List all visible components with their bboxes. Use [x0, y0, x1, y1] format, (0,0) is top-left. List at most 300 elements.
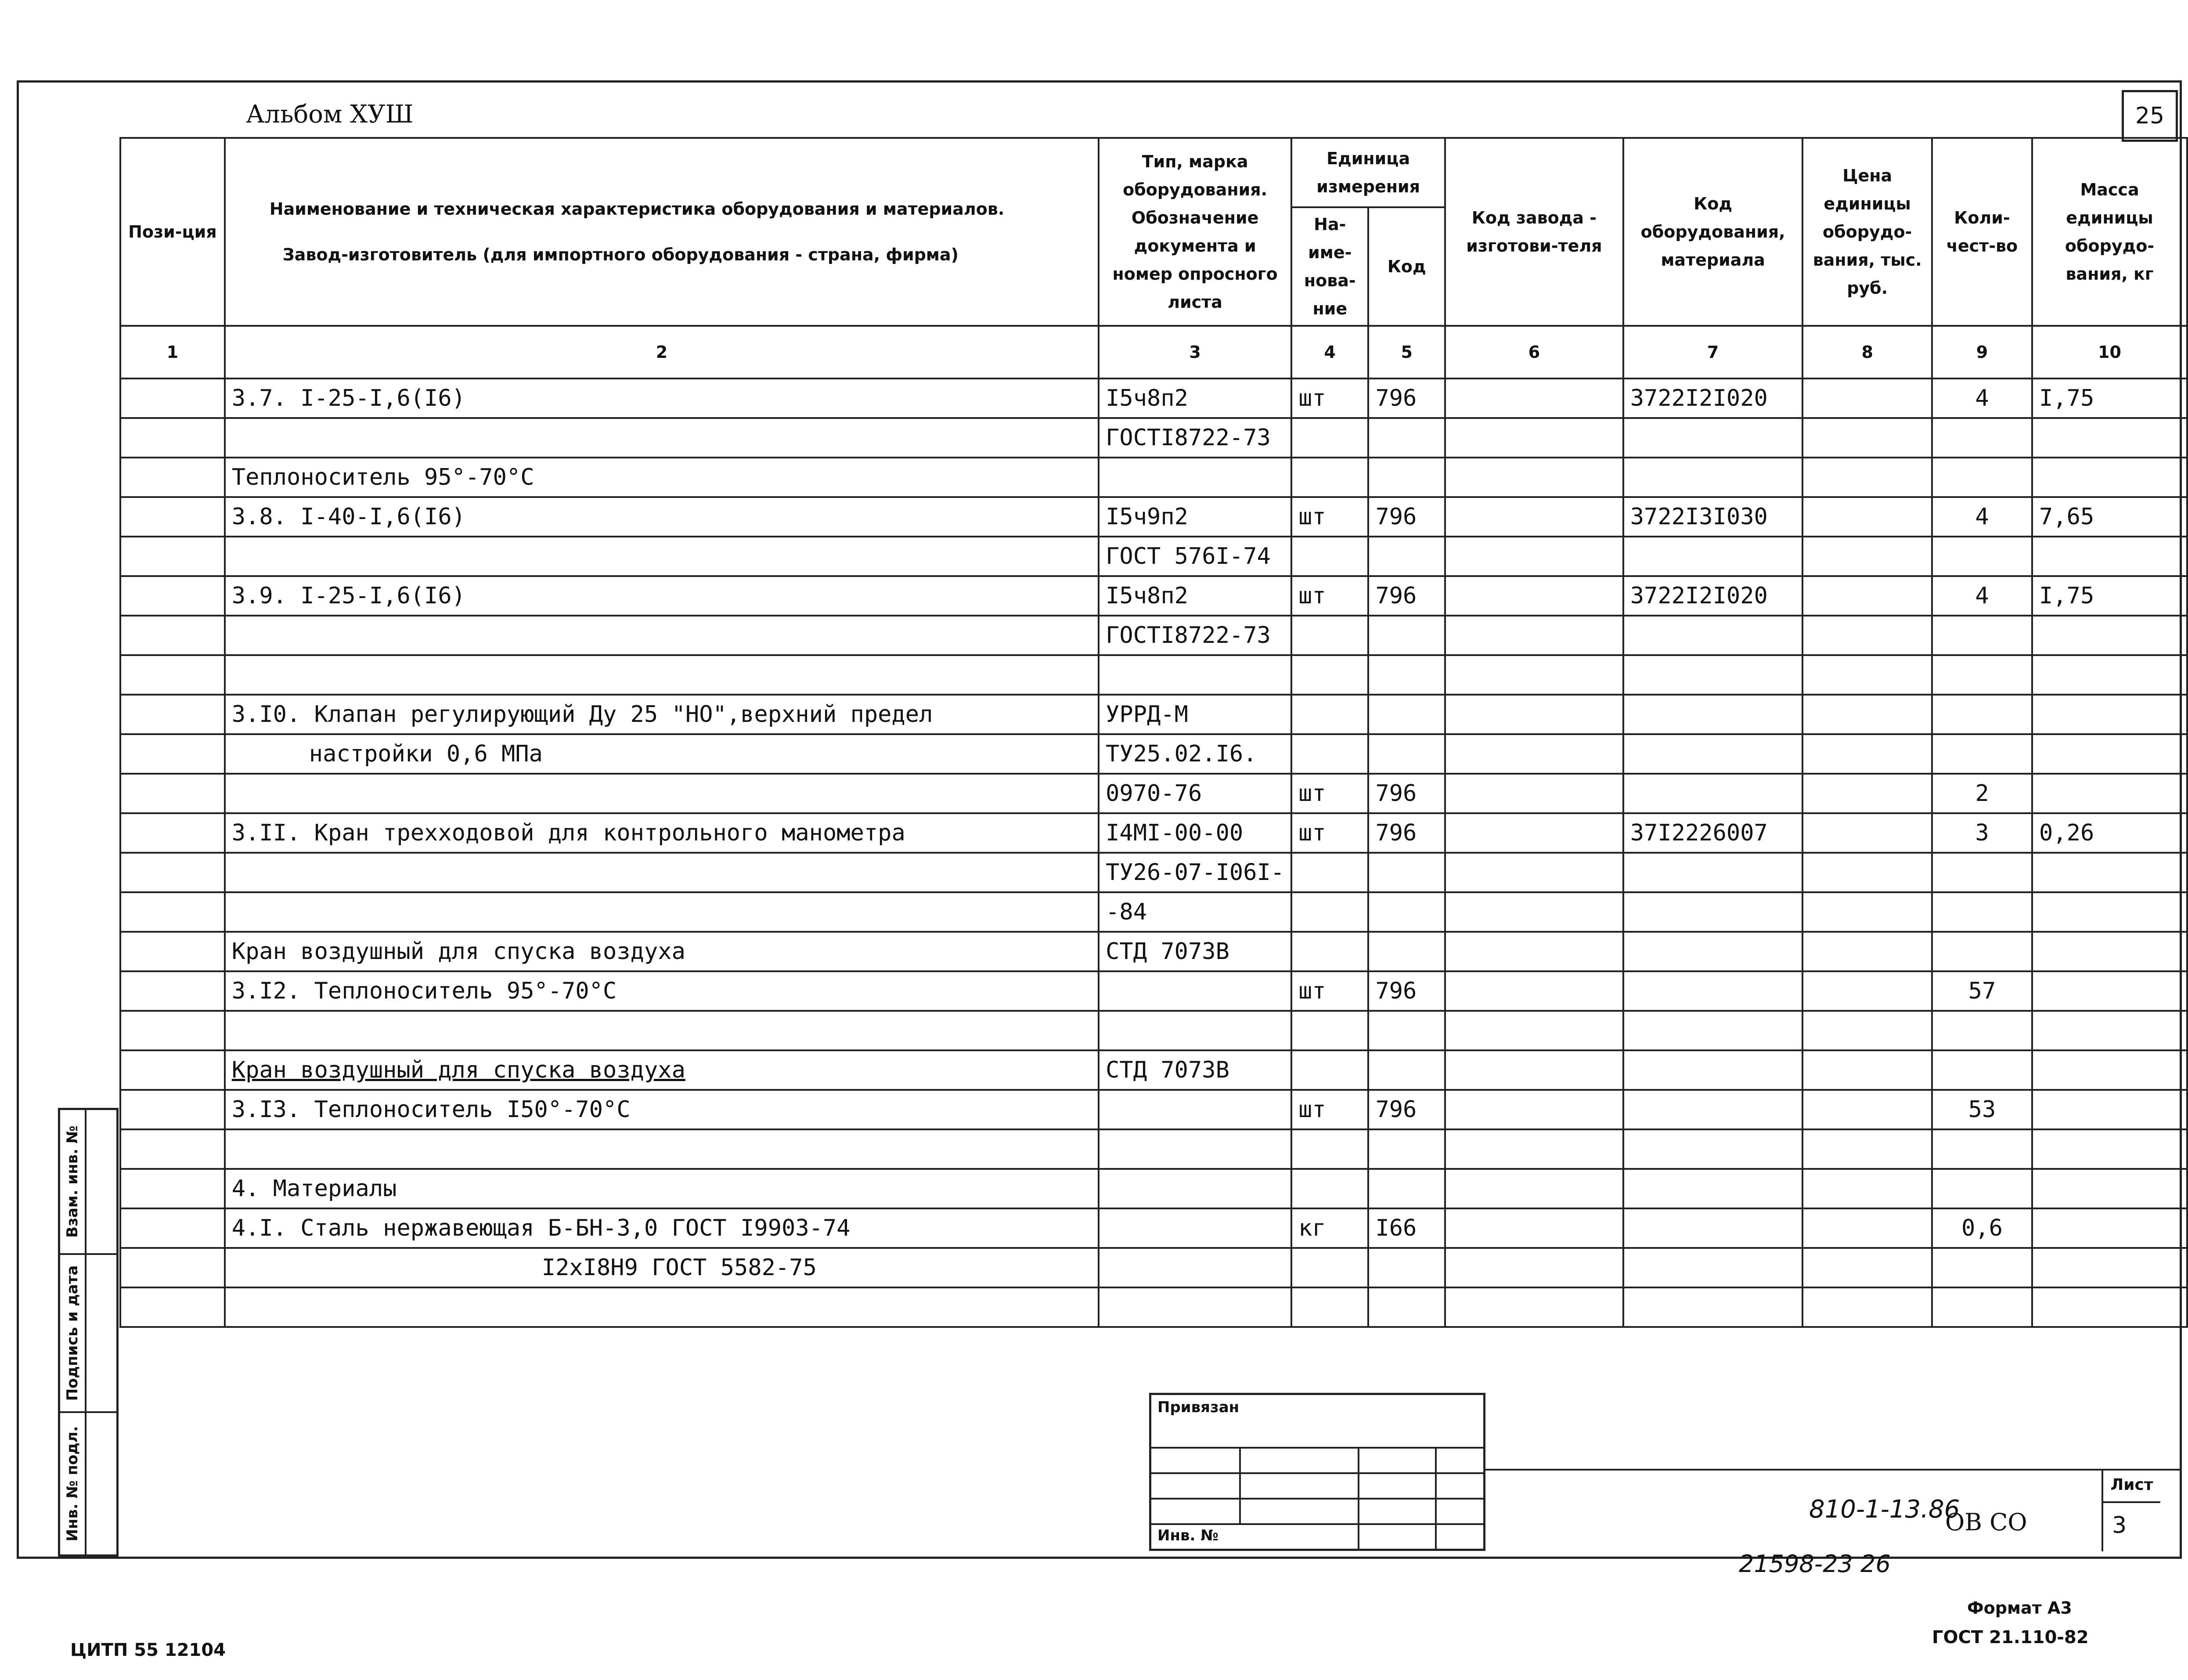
row-equip-code — [1623, 537, 1803, 576]
col-number: 9 — [1932, 326, 2032, 379]
stamp-line — [1435, 1447, 1437, 1550]
row-price — [1802, 853, 1932, 892]
table-row — [120, 1129, 2187, 1169]
row-mass — [2032, 1090, 2187, 1129]
strip-vzam — [60, 1110, 116, 1255]
row-type — [1099, 1090, 1291, 1129]
row-unit-name — [1291, 1287, 1368, 1327]
row-plant-code — [1445, 1090, 1623, 1129]
table-row — [120, 892, 2187, 932]
table-row — [120, 1050, 2187, 1090]
row-plant-code — [1445, 734, 1623, 774]
row-type — [1099, 1011, 1291, 1050]
row-mass — [2032, 734, 2187, 774]
row-unit-code — [1368, 458, 1445, 497]
row-type: 0970-76 — [1099, 774, 1291, 813]
table-row — [120, 1090, 2187, 1129]
row-plant-code — [1445, 813, 1623, 853]
row-mass: 0,26 — [2032, 813, 2187, 853]
table-row — [120, 774, 2187, 813]
row-equip-code — [1623, 1169, 1803, 1208]
row-qty — [1932, 1011, 2032, 1050]
row-name: Теплоноситель 95°-70°С — [225, 458, 1099, 497]
row-price — [1802, 576, 1932, 616]
row-price — [1802, 458, 1932, 497]
row-price — [1802, 1050, 1932, 1090]
row-qty: 53 — [1932, 1090, 2032, 1129]
strip-inv-label: Инв. № подл. — [64, 1426, 81, 1542]
row-price — [1802, 695, 1932, 734]
row-type: -84 — [1099, 892, 1291, 932]
row-mass — [2032, 537, 2187, 576]
row-position — [120, 813, 225, 853]
stamp-line — [1151, 1472, 1483, 1474]
specification-body — [120, 379, 2187, 1327]
row-unit-name — [1291, 1129, 1368, 1169]
row-unit-name: шт — [1291, 379, 1368, 418]
table-row — [120, 655, 2187, 695]
row-type: I5ч8п2 — [1099, 576, 1291, 616]
strip-vzam-label: Взам. инв. № — [64, 1125, 81, 1238]
sheet-number: 25 — [2122, 90, 2178, 142]
stamp-line — [1151, 1498, 1483, 1500]
specification-table — [119, 137, 2188, 1328]
row-unit-code — [1368, 1050, 1445, 1090]
citp-label: ЦИТП 55 12104 — [70, 1640, 226, 1660]
row-type — [1099, 1287, 1291, 1327]
row-mass: 7,65 — [2032, 497, 2187, 537]
row-name: Кран воздушный для спуска воздуха — [225, 1050, 1099, 1090]
row-equip-code — [1623, 1050, 1803, 1090]
row-price — [1802, 1090, 1932, 1129]
row-position — [120, 576, 225, 616]
stamp-line — [1239, 1447, 1241, 1523]
row-qty — [1932, 853, 2032, 892]
row-position — [120, 537, 225, 576]
stamp-inv-no: Инв. № — [1157, 1527, 1219, 1544]
row-name — [225, 418, 1099, 458]
row-unit-code — [1368, 537, 1445, 576]
row-position — [120, 892, 225, 932]
header-name-line2: Завод-изготовитель (для импортного оборудования - страна, фирма) — [282, 245, 959, 264]
row-position — [120, 853, 225, 892]
row-qty — [1932, 695, 2032, 734]
row-type — [1099, 1248, 1291, 1287]
row-mass — [2032, 774, 2187, 813]
row-type: ГОСТI8722-73 — [1099, 418, 1291, 458]
row-unit-code — [1368, 853, 1445, 892]
table-row — [120, 932, 2187, 971]
row-qty — [1932, 418, 2032, 458]
row-equip-code — [1623, 655, 1803, 695]
format-label: Формат А3 — [1967, 1598, 2072, 1618]
row-name: 3.9. I-25-I,6(I6) — [225, 576, 1099, 616]
row-unit-code — [1368, 932, 1445, 971]
row-name: настройки 0,6 МПа — [225, 734, 1099, 774]
row-mass — [2032, 1011, 2187, 1050]
row-qty: 4 — [1932, 379, 2032, 418]
row-position — [120, 1129, 225, 1169]
header-unit-name: На-име-нова-ние — [1291, 207, 1368, 326]
row-position — [120, 418, 225, 458]
row-unit-name — [1291, 1011, 1368, 1050]
row-unit-name — [1291, 853, 1368, 892]
table-row — [120, 971, 2187, 1011]
row-mass — [2032, 892, 2187, 932]
row-unit-code — [1368, 655, 1445, 695]
row-unit-code — [1368, 1011, 1445, 1050]
table-row — [120, 1208, 2187, 1248]
table-row — [120, 497, 2187, 537]
row-qty: 0,6 — [1932, 1208, 2032, 1248]
row-unit-name — [1291, 1169, 1368, 1208]
row-mass — [2032, 616, 2187, 655]
table-row — [120, 537, 2187, 576]
row-equip-code — [1623, 932, 1803, 971]
row-unit-code — [1368, 1287, 1445, 1327]
row-equip-code — [1623, 1090, 1803, 1129]
table-row — [120, 1011, 2187, 1050]
document-number: 810-1-13.86 — [1809, 1495, 1960, 1524]
row-unit-name — [1291, 932, 1368, 971]
strip-podpis — [60, 1255, 116, 1413]
row-mass — [2032, 458, 2187, 497]
row-mass — [2032, 932, 2187, 971]
row-equip-code — [1623, 892, 1803, 932]
row-price — [1802, 774, 1932, 813]
row-type — [1099, 1169, 1291, 1208]
row-name: I2xI8H9 ГОСТ 5582-75 — [225, 1248, 1099, 1287]
row-mass — [2032, 1208, 2187, 1248]
table-row — [120, 813, 2187, 853]
table-row — [120, 576, 2187, 616]
row-name — [225, 774, 1099, 813]
row-name — [225, 616, 1099, 655]
row-plant-code — [1445, 932, 1623, 971]
stamp-privyazan: Привязан — [1157, 1399, 1240, 1416]
row-name: 3.I0. Клапан регулирующий Ду 25 "НО",верхний предел — [225, 695, 1099, 734]
table-row — [120, 458, 2187, 497]
row-plant-code — [1445, 892, 1623, 932]
col-number: 6 — [1445, 326, 1623, 379]
row-unit-code — [1368, 695, 1445, 734]
header-position: Пози-ция — [120, 138, 225, 326]
row-type: СТД 7073В — [1099, 1050, 1291, 1090]
row-qty — [1932, 1129, 2032, 1169]
sheet-label: Лист — [2101, 1469, 2160, 1503]
row-price — [1802, 813, 1932, 853]
row-unit-name: шт — [1291, 576, 1368, 616]
row-mass: I,75 — [2032, 379, 2187, 418]
row-plant-code — [1445, 1169, 1623, 1208]
row-position — [120, 774, 225, 813]
row-equip-code — [1623, 695, 1803, 734]
row-unit-name: шт — [1291, 497, 1368, 537]
table-row — [120, 379, 2187, 418]
row-price — [1802, 971, 1932, 1011]
row-unit-name: шт — [1291, 774, 1368, 813]
stamp-line — [1358, 1447, 1359, 1550]
row-unit-code — [1368, 1169, 1445, 1208]
header-price: Цена единицы оборудо-вания, тыс. руб. — [1802, 138, 1932, 326]
table-row — [120, 734, 2187, 774]
table-row — [120, 1248, 2187, 1287]
row-unit-code: 796 — [1368, 497, 1445, 537]
header-name — [225, 138, 1099, 326]
row-equip-code: 3722I2I020 — [1623, 576, 1803, 616]
row-qty — [1932, 1287, 2032, 1327]
row-plant-code — [1445, 1011, 1623, 1050]
row-equip-code — [1623, 458, 1803, 497]
row-unit-code — [1368, 1248, 1445, 1287]
header-qty: Коли-чест-во — [1932, 138, 2032, 326]
row-name — [225, 537, 1099, 576]
row-type — [1099, 655, 1291, 695]
row-type: I5ч9п2 — [1099, 497, 1291, 537]
row-mass — [2032, 1129, 2187, 1169]
row-name: 3.8. I-40-I,6(I6) — [225, 497, 1099, 537]
table-row — [120, 1169, 2187, 1208]
row-price — [1802, 655, 1932, 695]
row-equip-code — [1623, 734, 1803, 774]
row-equip-code — [1623, 616, 1803, 655]
row-equip-code — [1623, 1248, 1803, 1287]
row-plant-code — [1445, 1129, 1623, 1169]
row-unit-code — [1368, 892, 1445, 932]
row-qty: 4 — [1932, 576, 2032, 616]
row-unit-code: 796 — [1368, 971, 1445, 1011]
row-unit-name — [1291, 616, 1368, 655]
row-plant-code — [1445, 1208, 1623, 1248]
row-name: 3.I2. Теплоноситель 95°-70°С — [225, 971, 1099, 1011]
row-position — [120, 971, 225, 1011]
row-qty — [1932, 655, 2032, 695]
table-row — [120, 616, 2187, 655]
col-number: 4 — [1291, 326, 1368, 379]
col-number: 1 — [120, 326, 225, 379]
row-price — [1802, 379, 1932, 418]
row-type — [1099, 458, 1291, 497]
row-name: 3.I3. Теплоноситель I50°-70°С — [225, 1090, 1099, 1129]
row-type: УРРД-М — [1099, 695, 1291, 734]
row-mass — [2032, 1248, 2187, 1287]
row-mass — [2032, 853, 2187, 892]
row-price — [1802, 1287, 1932, 1327]
row-position — [120, 379, 225, 418]
header-name-line1: Наименование и техническая характеристика оборудования и материалов. — [269, 199, 1005, 219]
row-qty — [1932, 932, 2032, 971]
row-type: ТУ25.02.I6. — [1099, 734, 1291, 774]
row-plant-code — [1445, 379, 1623, 418]
row-plant-code — [1445, 971, 1623, 1011]
row-name — [225, 1287, 1099, 1327]
row-plant-code — [1445, 655, 1623, 695]
row-type: I4MI-00-00 — [1099, 813, 1291, 853]
row-unit-name: шт — [1291, 971, 1368, 1011]
row-plant-code — [1445, 458, 1623, 497]
col-number: 8 — [1802, 326, 1932, 379]
row-equip-code: 3722I3I030 — [1623, 497, 1803, 537]
row-unit-name — [1291, 695, 1368, 734]
strip-inv — [60, 1413, 116, 1554]
album-title: Альбом XУШ — [246, 100, 414, 129]
row-type — [1099, 1208, 1291, 1248]
row-price — [1802, 932, 1932, 971]
header-mass: Масса единицы оборудо-вания, кг — [2032, 138, 2187, 326]
row-price — [1802, 1169, 1932, 1208]
row-equip-code — [1623, 853, 1803, 892]
row-plant-code — [1445, 497, 1623, 537]
row-unit-code: I66 — [1368, 1208, 1445, 1248]
row-type — [1099, 971, 1291, 1011]
row-mass — [2032, 1287, 2187, 1327]
row-price — [1802, 537, 1932, 576]
row-position — [120, 734, 225, 774]
title-block-line — [1485, 1469, 2180, 1471]
row-qty — [1932, 537, 2032, 576]
row-unit-code: 796 — [1368, 1090, 1445, 1129]
row-unit-name — [1291, 892, 1368, 932]
row-plant-code — [1445, 418, 1623, 458]
row-name: 4.I. Сталь нержавеющая Б-БН-3,0 ГОСТ I9903-74 — [225, 1208, 1099, 1248]
row-plant-code — [1445, 576, 1623, 616]
row-qty — [1932, 458, 2032, 497]
row-name — [225, 892, 1099, 932]
row-equip-code — [1623, 1129, 1803, 1169]
table-row — [120, 695, 2187, 734]
row-position — [120, 932, 225, 971]
row-unit-name — [1291, 1248, 1368, 1287]
row-qty — [1932, 734, 2032, 774]
side-strip — [58, 1108, 119, 1557]
document-suffix: ОВ СО — [1945, 1508, 2027, 1536]
row-mass — [2032, 418, 2187, 458]
gost-label: ГОСТ 21.110-82 — [1932, 1627, 2089, 1648]
row-equip-code: 37I2226007 — [1623, 813, 1803, 853]
row-plant-code — [1445, 695, 1623, 734]
row-qty — [1932, 1169, 2032, 1208]
row-price — [1802, 418, 1932, 458]
row-position — [120, 1208, 225, 1248]
row-price — [1802, 616, 1932, 655]
header-unit: Единица измерения — [1291, 138, 1445, 207]
row-name — [225, 853, 1099, 892]
col-number: 3 — [1099, 326, 1291, 379]
row-plant-code — [1445, 1287, 1623, 1327]
col-number: 5 — [1368, 326, 1445, 379]
row-position — [120, 1090, 225, 1129]
row-position — [120, 695, 225, 734]
sheet-value: 3 — [2101, 1500, 2159, 1551]
row-type: ГОСТI8722-73 — [1099, 616, 1291, 655]
table-row — [120, 418, 2187, 458]
row-type: I5ч8п2 — [1099, 379, 1291, 418]
row-unit-name: шт — [1291, 813, 1368, 853]
row-qty — [1932, 1050, 2032, 1090]
row-equip-code: 3722I2I020 — [1623, 379, 1803, 418]
row-position — [120, 655, 225, 695]
stamp-line — [1151, 1523, 1483, 1525]
row-plant-code — [1445, 537, 1623, 576]
row-name: Кран воздушный для спуска воздуха — [225, 932, 1099, 971]
row-type — [1099, 1129, 1291, 1169]
col-number: 7 — [1623, 326, 1803, 379]
row-name — [225, 1129, 1099, 1169]
row-plant-code — [1445, 853, 1623, 892]
row-name — [225, 655, 1099, 695]
row-name: 4. Материалы — [225, 1169, 1099, 1208]
row-name: 3.II. Кран трехходовой для контрольного манометра — [225, 813, 1099, 853]
handwritten-number: 21598-23 26 — [1739, 1550, 1891, 1578]
row-mass: I,75 — [2032, 576, 2187, 616]
row-price — [1802, 1248, 1932, 1287]
table-row — [120, 1287, 2187, 1327]
stamp-line — [1151, 1447, 1483, 1449]
row-mass — [2032, 655, 2187, 695]
row-mass — [2032, 971, 2187, 1011]
row-unit-name — [1291, 418, 1368, 458]
row-unit-code — [1368, 1129, 1445, 1169]
row-unit-code: 796 — [1368, 576, 1445, 616]
row-qty: 4 — [1932, 497, 2032, 537]
col-number: 2 — [225, 326, 1099, 379]
row-type: ТУ26-07-I06I- — [1099, 853, 1291, 892]
row-name — [225, 1011, 1099, 1050]
row-unit-code — [1368, 616, 1445, 655]
row-position — [120, 616, 225, 655]
row-plant-code — [1445, 1050, 1623, 1090]
row-position — [120, 1169, 225, 1208]
row-unit-code: 796 — [1368, 813, 1445, 853]
header-type: Тип, марка оборудования. Обозначение документа и номер опросного листа — [1099, 138, 1291, 326]
header-plant-code: Код завода - изготови-теля — [1445, 138, 1623, 326]
row-equip-code — [1623, 1287, 1803, 1327]
row-equip-code — [1623, 418, 1803, 458]
row-equip-code — [1623, 1208, 1803, 1248]
row-qty: 3 — [1932, 813, 2032, 853]
row-unit-code: 796 — [1368, 774, 1445, 813]
header-equip-code: Код оборудования, материала — [1623, 138, 1803, 326]
row-plant-code — [1445, 1248, 1623, 1287]
row-unit-code — [1368, 734, 1445, 774]
row-plant-code — [1445, 616, 1623, 655]
row-mass — [2032, 1050, 2187, 1090]
binding-stamp — [1149, 1393, 1485, 1551]
col-number: 10 — [2032, 326, 2187, 379]
row-price — [1802, 1129, 1932, 1169]
row-unit-name: шт — [1291, 1090, 1368, 1129]
row-unit-name — [1291, 734, 1368, 774]
row-position — [120, 1011, 225, 1050]
row-position — [120, 497, 225, 537]
row-equip-code — [1623, 1011, 1803, 1050]
row-unit-name — [1291, 655, 1368, 695]
row-position — [120, 458, 225, 497]
row-unit-code — [1368, 418, 1445, 458]
row-position — [120, 1248, 225, 1287]
row-mass — [2032, 1169, 2187, 1208]
row-mass — [2032, 695, 2187, 734]
row-position — [120, 1287, 225, 1327]
row-qty — [1932, 892, 2032, 932]
row-name: 3.7. I-25-I,6(I6) — [225, 379, 1099, 418]
row-unit-name — [1291, 1050, 1368, 1090]
row-position — [120, 1050, 225, 1090]
row-unit-name — [1291, 458, 1368, 497]
row-qty — [1932, 1248, 2032, 1287]
table-row — [120, 853, 2187, 892]
row-qty: 57 — [1932, 971, 2032, 1011]
